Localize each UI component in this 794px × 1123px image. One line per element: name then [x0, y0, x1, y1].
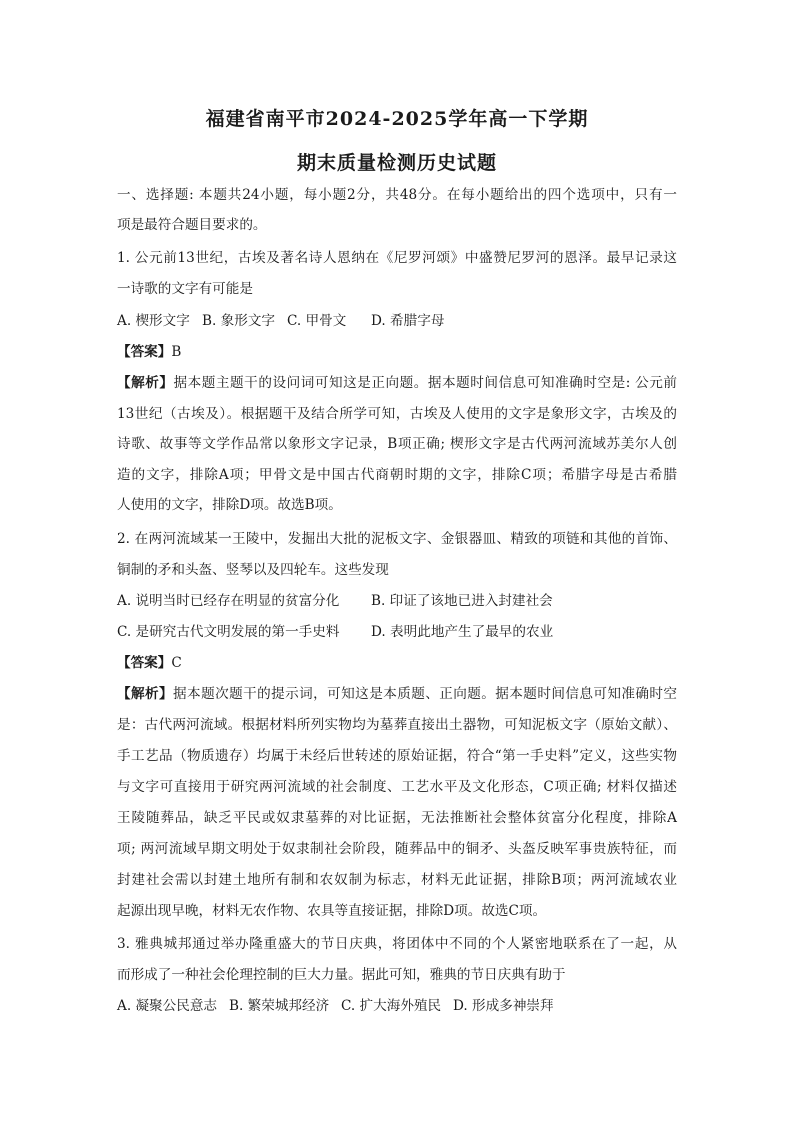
doc-title-line1: 福建省南平市2024-2025学年高一下学期 — [205, 108, 589, 130]
q3-option-d: D. 形成多神崇拜 — [453, 998, 554, 1014]
q1-option-b: B. 象形文字 — [202, 313, 276, 329]
q2-analysis-line2: 是：古代两河流域。根据材料所列实物均为墓葬直接出土器物，可知泥板文字（原始文献）、 — [117, 717, 677, 733]
q3-option-b: B. 繁荣城邦经济 — [229, 998, 330, 1014]
q2-analysis-line7: 封建社会需以封建土地所有制和农奴制为标志，材料无此证据，排除B项；两河流域农业 — [117, 872, 677, 888]
q2-analysis-line5: 王陵随葬品，缺乏平民或奴隶墓葬的对比证据，无法推断社会整体贫富分化程度，排除A — [117, 810, 677, 826]
q2-stem-line2: 铜制的矛和头盔、竖琴以及四轮车。这些发现 — [117, 562, 389, 578]
q1-option-c: C. 甲骨文 — [287, 313, 347, 329]
q1-analysis-line5: 人使用的文字，排除D项。故选B项。 — [117, 497, 342, 513]
q3-option-c: C. 扩大海外殖民 — [341, 998, 442, 1014]
q2-option-a: A. 说明当时已经存在明显的贫富分化 — [117, 593, 340, 609]
q1-answer — [117, 343, 181, 361]
q2-option-b: B. 印证了该地已进入封建社会 — [371, 593, 553, 609]
doc-title-line2: 期末质量检测历史试题 — [296, 152, 497, 174]
q1-analysis-line1 — [117, 374, 677, 392]
answer-label: 【答案】 — [117, 344, 172, 360]
q2-option-d: D. 表明此地产生了最早的农业 — [371, 624, 554, 640]
q1-analysis-line4: 造的文字，排除A项；甲骨文是中国古代商朝时期的文字，排除C项；希腊字母是古希腊 — [117, 467, 677, 483]
q1-analysis-line3: 诗歌、故事等文学作品常以象形文字记录，B项正确; 楔形文字是古代两河流域苏美尔人创 — [117, 436, 677, 452]
analysis-label: 【解析】 — [117, 686, 174, 702]
q1-option-d: D. 希腊字母 — [371, 313, 445, 329]
q2-answer — [117, 654, 182, 672]
section-instruction-line2: 项是最符合题目要求的。 — [117, 217, 267, 233]
q1-stem-line1: 1. 公元前13世纪，古埃及著名诗人恩纳在《尼罗河颂》中盛赞尼罗河的恩泽。最早记录这 — [117, 250, 677, 266]
q2-analysis-line3: 手工艺品（物质遗存）均属于未经后世转述的原始证据，符合“第一手史料”定义，这些实物 — [117, 748, 677, 764]
q3-stem-line2: 而形成了一种社会伦理控制的巨大力量。据此可知，雅典的节日庆典有助于 — [117, 967, 566, 983]
answer-value: C — [171, 655, 182, 671]
q1-analysis-line2: 13世纪（古埃及）。根据题干及结合所学可知，古埃及人使用的文字是象形文字，古埃及的 — [117, 406, 677, 422]
answer-value: B — [171, 344, 182, 360]
q2-analysis-line8: 起源出现早晚，材料无农作物、农具等直接证据，排除D项。故选C项。 — [117, 903, 547, 919]
analysis-text: 据本题次题干的提示词，可知这是本质题、正向题。据本题时间信息可知准确时空 — [173, 686, 678, 702]
q3-stem-line1: 3. 雅典城邦通过举办隆重盛大的节日庆典，将团体中不同的个人紧密地联系在了一起，从 — [117, 936, 677, 952]
q1-option-a: A. 楔形文字 — [117, 313, 190, 329]
q2-analysis-line6: 项; 两河流域早期文明处于奴隶制社会阶段，随葬品中的铜矛、头盔反映军事贵族特征，而 — [117, 841, 677, 857]
analysis-label: 【解析】 — [117, 375, 174, 391]
q3-option-a: A. 凝聚公民意志 — [117, 998, 218, 1014]
section-instruction-line1: 一、选择题: 本题共24小题，每小题2分，共48分。在每小题给出的四个选项中，只有一 — [117, 187, 677, 203]
q2-option-c: C. 是研究古代文明发展的第一手史料 — [117, 624, 340, 640]
analysis-text: 据本题主题干的设问词可知这是正向题。据本题时间信息可知准确时空是: 公元前 — [173, 375, 678, 391]
q2-analysis-line4: 与文字可直接用于研究两河流域的社会制度、工艺水平及文化形态，C项正确; 材料仅描述 — [117, 779, 677, 795]
q2-analysis-line1 — [117, 685, 677, 703]
answer-label: 【答案】 — [117, 655, 172, 671]
q2-stem-line1: 2. 在两河流域某一王陵中，发掘出大批的泥板文字、金银器皿、精致的项链和其他的首饰、 — [117, 531, 677, 547]
q1-stem-line2: 一诗歌的文字有可能是 — [117, 281, 253, 297]
